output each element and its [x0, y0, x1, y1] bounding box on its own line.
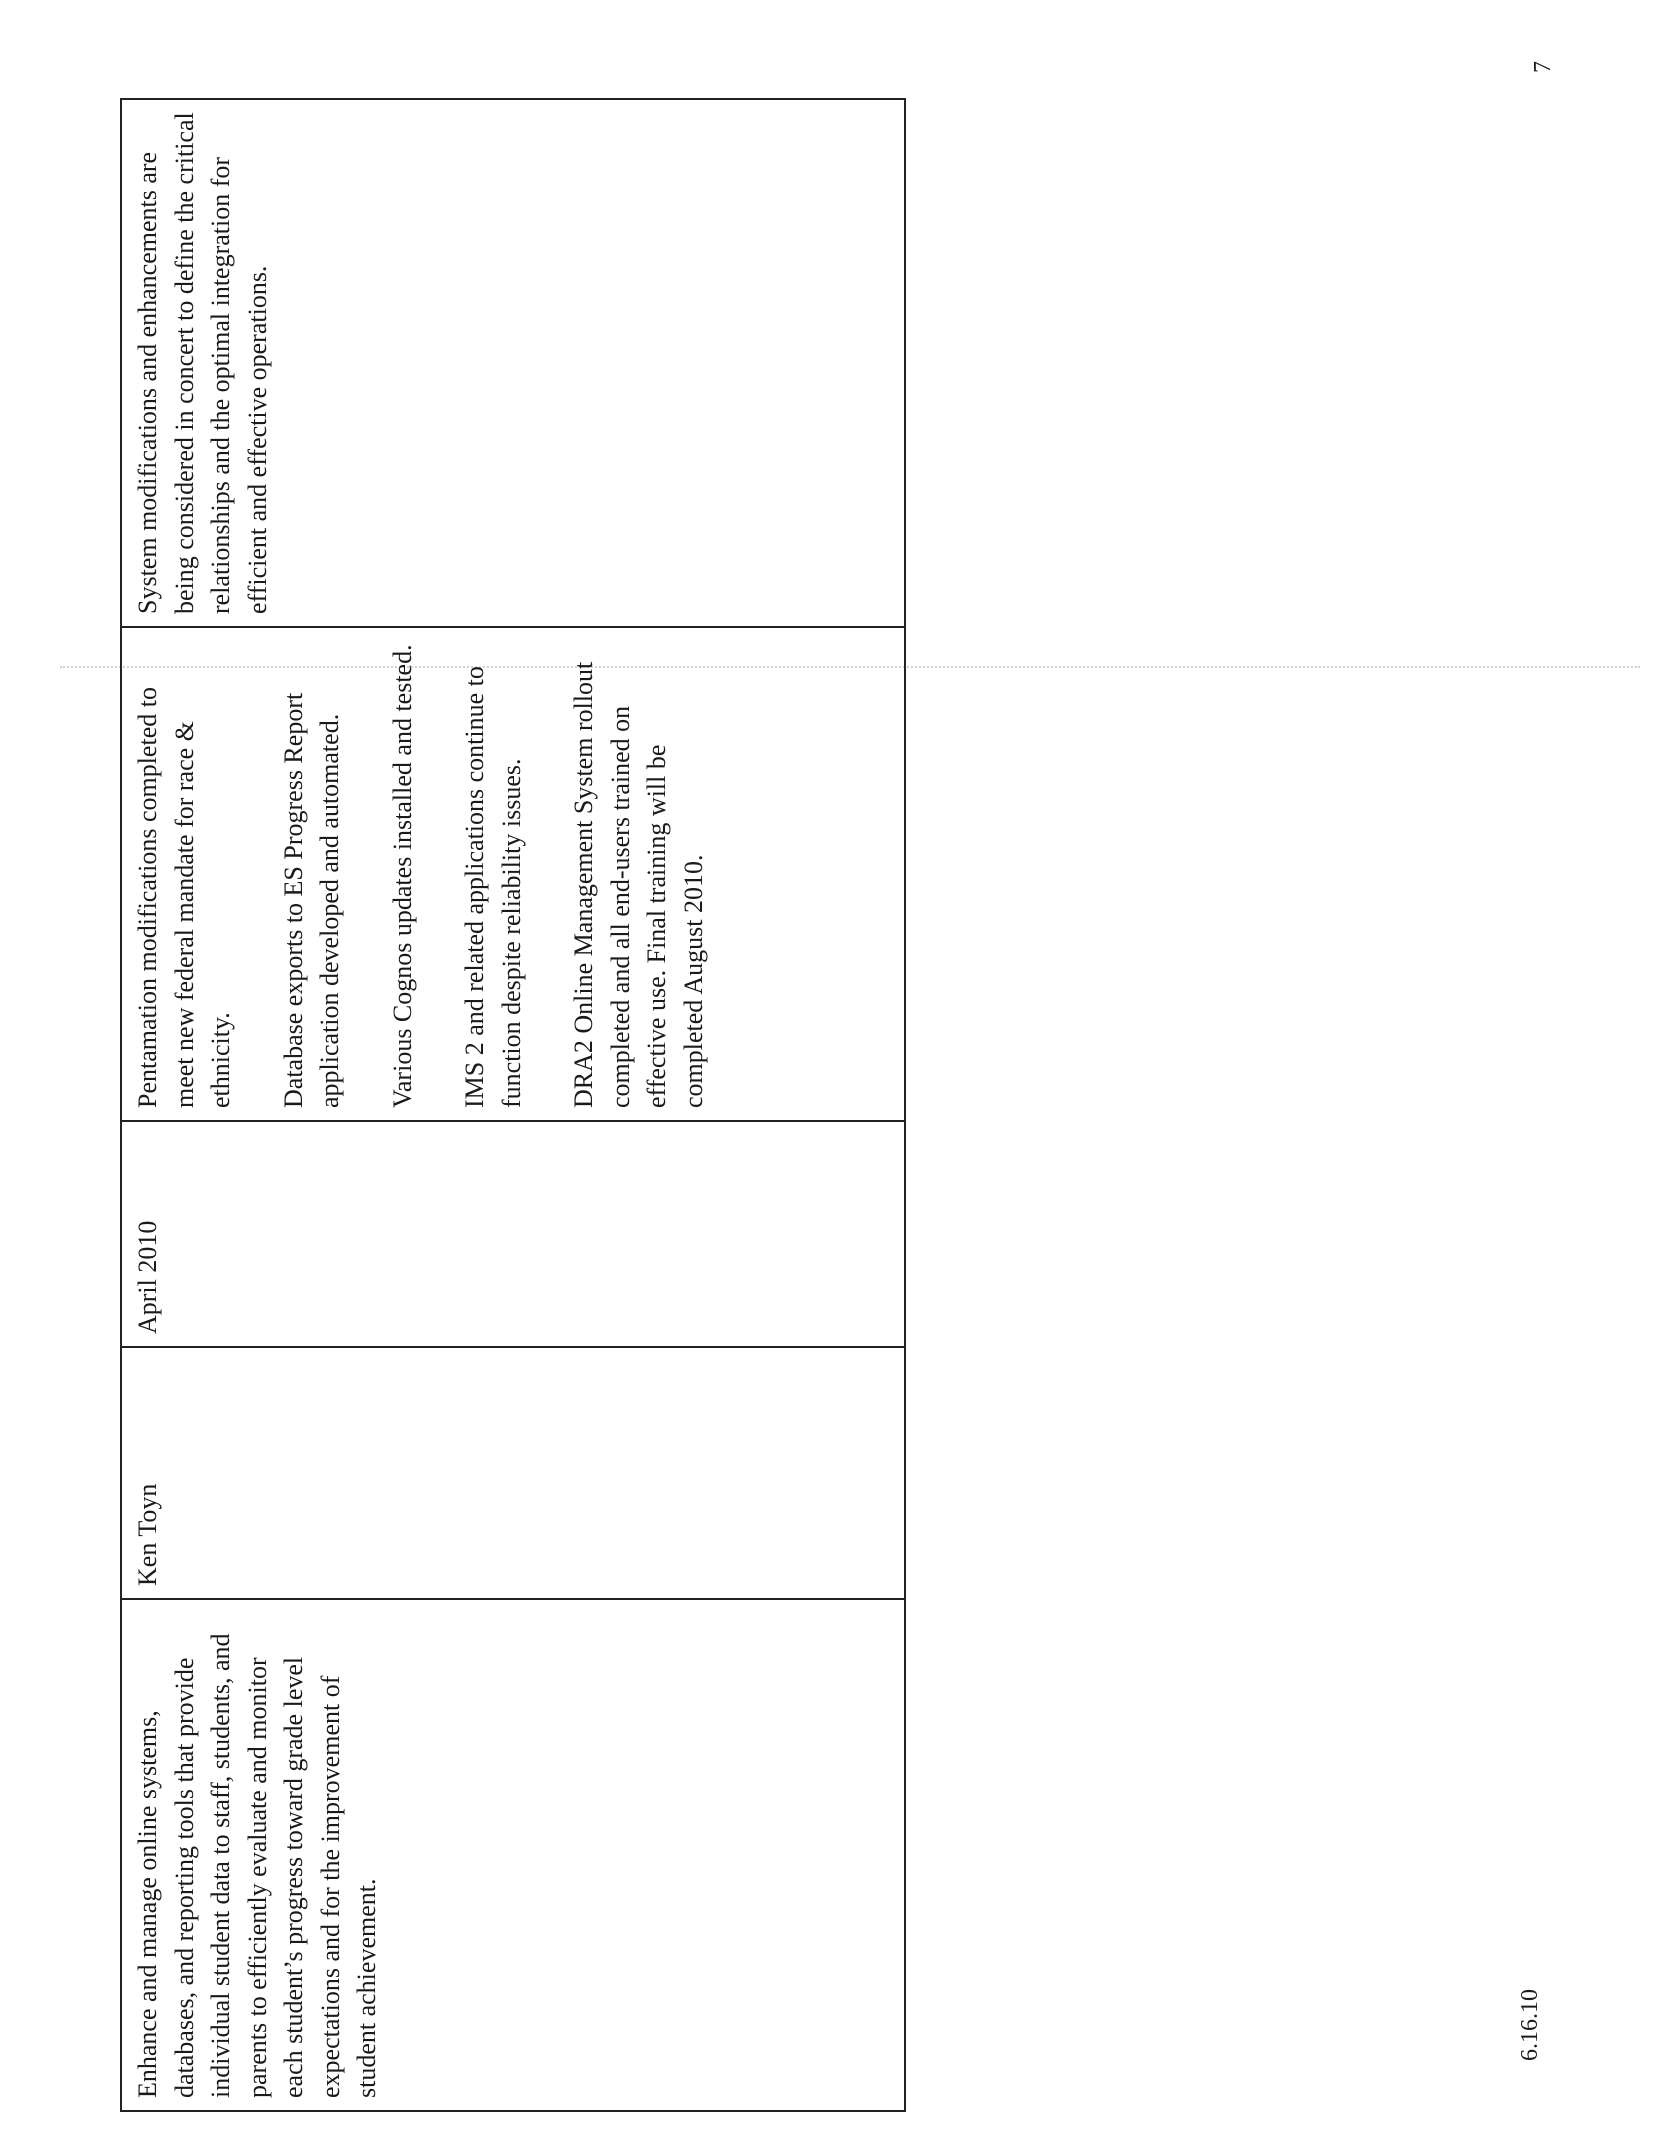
goal-cell — [122, 1598, 904, 2110]
notes-cell — [122, 100, 904, 626]
status-item: Database exports to ES Progress Report application developed and automated. — [278, 692, 344, 1108]
goal-text: Enhance and manage online systems, databases, and reporting tools that provide individual student data to staff, students, and parents to efficiently evaluate and monitor each student’s progress toward grade level expectations and for the improvement of student achievement. — [133, 1633, 381, 2098]
status-item: Pentamation modifications completed to meet new federal mandate for race & ethnicity. — [133, 687, 235, 1108]
status-item: Various Cognos updates installed and tested. — [387, 644, 417, 1108]
status-table — [120, 98, 906, 2112]
notes-text: System modifications and enhancements are being considered in concert to define the critical relationships and the optimal integration for efficient and effective operations. — [133, 112, 272, 614]
status-item: DRA2 Online Management System rollout completed and all end-users trained on effective use. Final training will be completed August 2010. — [569, 661, 708, 1108]
date-cell — [122, 1120, 904, 1346]
status-table-row — [122, 100, 904, 2110]
date-text: April 2010 — [133, 1220, 162, 1334]
status-item: IMS 2 and related applications continue to function despite reliability issues. — [460, 666, 526, 1108]
responsible-person-cell — [122, 1346, 904, 1598]
status-cell — [122, 626, 904, 1120]
page-date: 6.16.10 — [1517, 1989, 1543, 2061]
page-number: 7 — [1530, 61, 1556, 73]
responsible-person-text: Ken Toyn — [133, 1483, 162, 1586]
